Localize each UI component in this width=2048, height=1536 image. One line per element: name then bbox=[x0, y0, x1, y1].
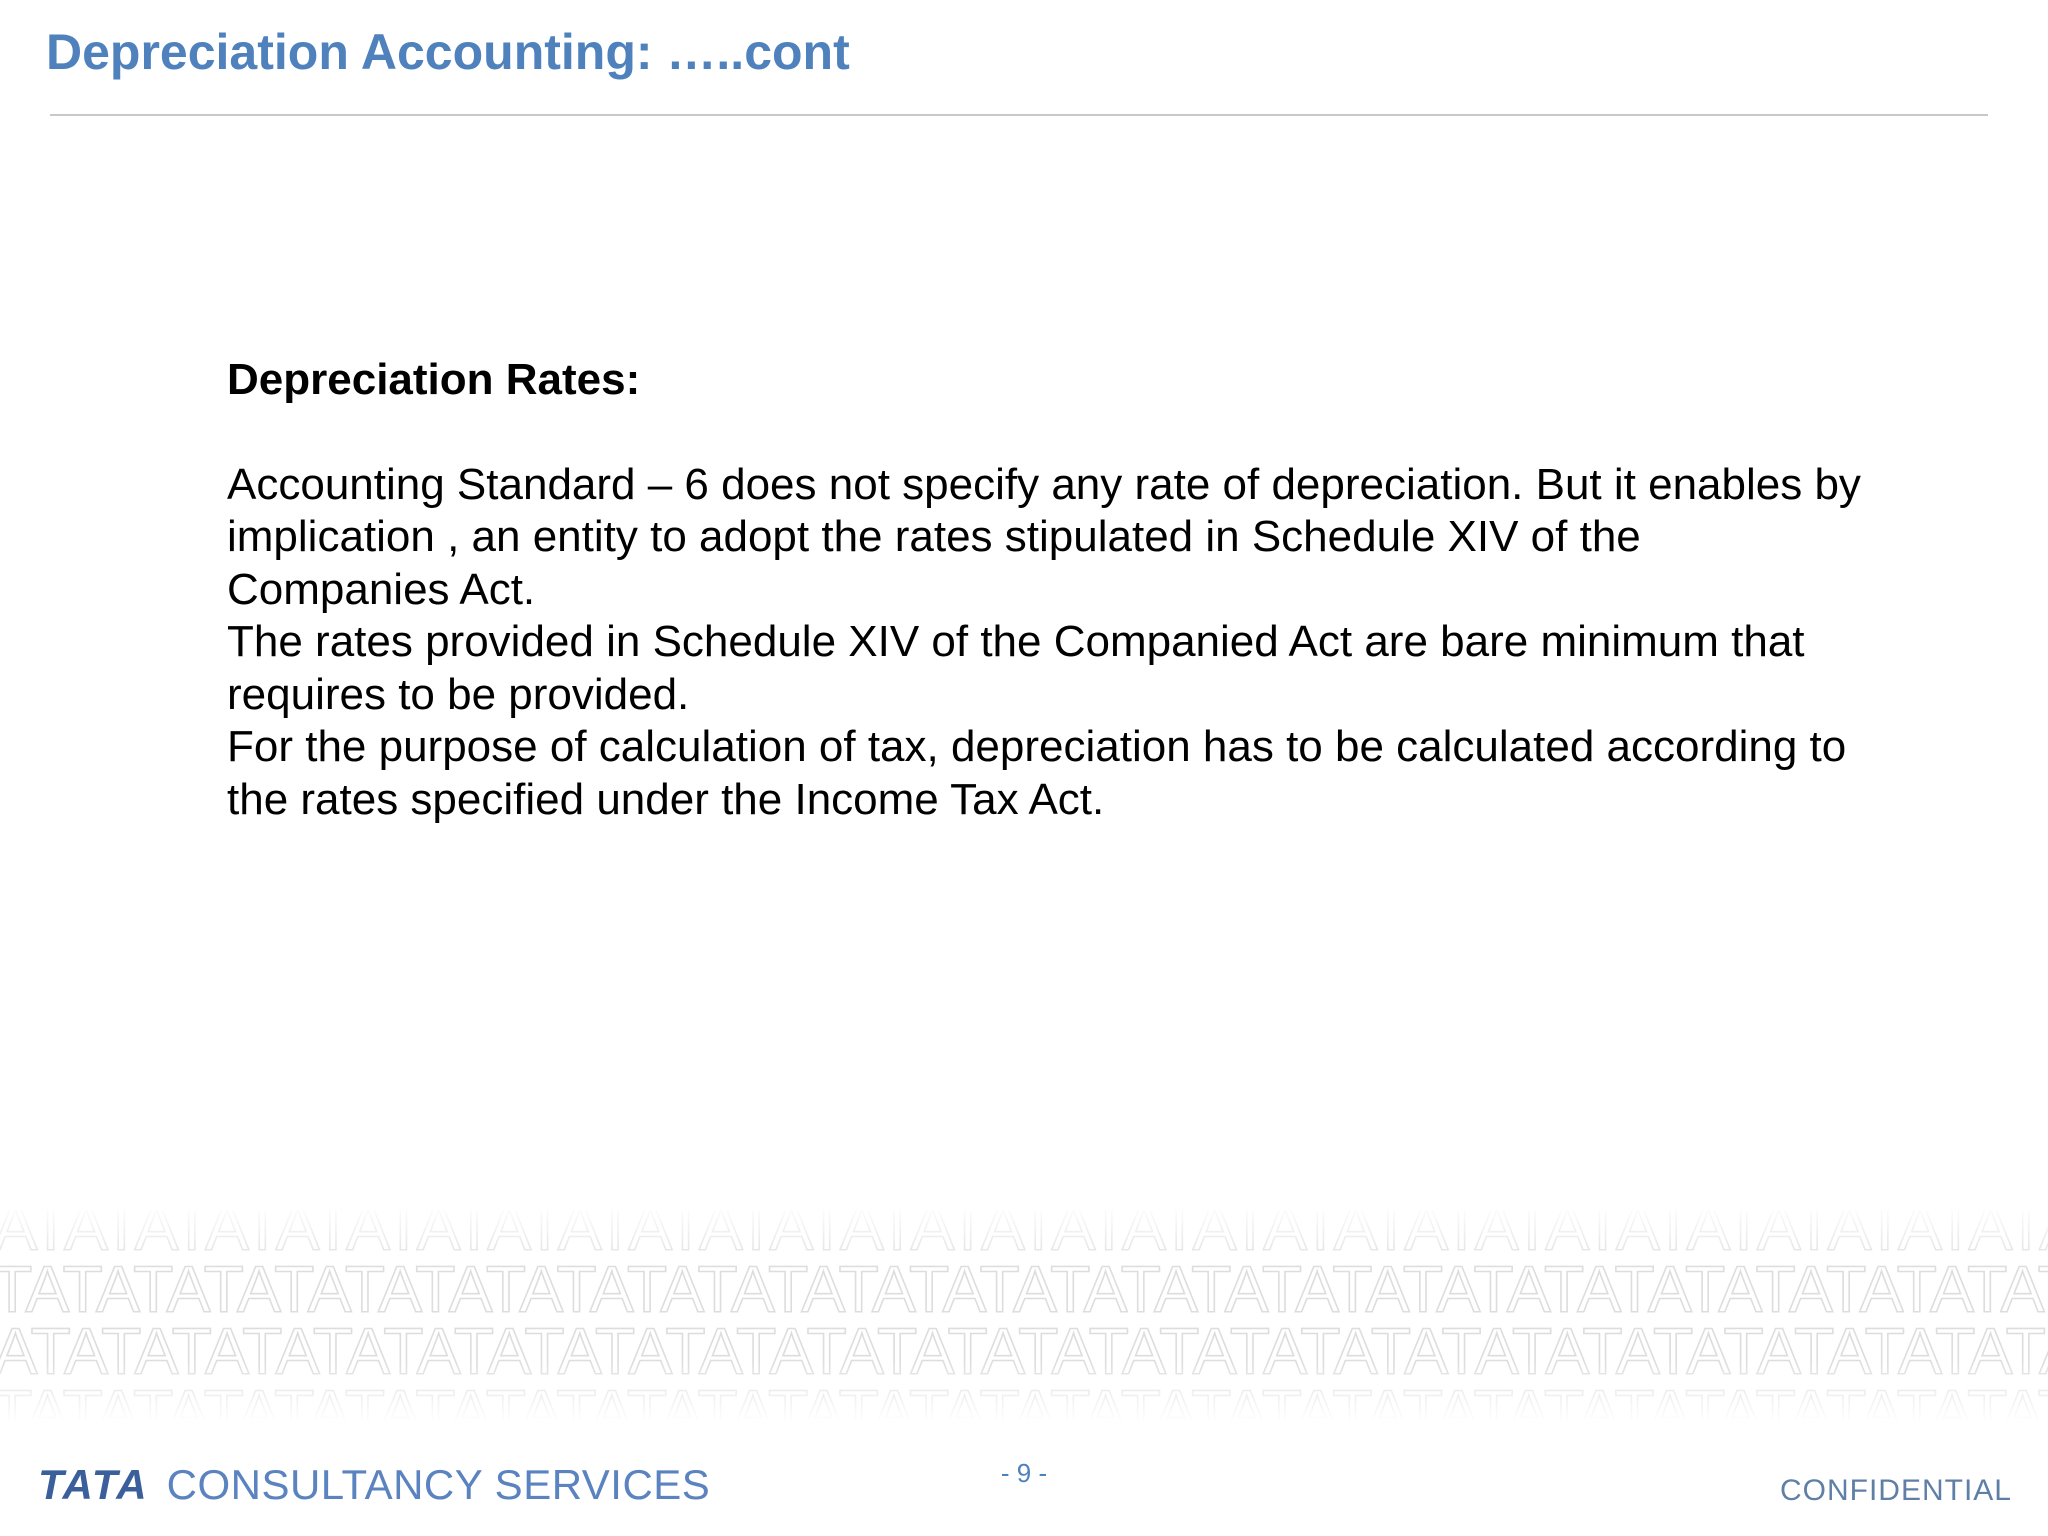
paragraph-tax-calculation: For the purpose of calculation of tax, depreciation has to be calculated according to the rates specified under the Income Tax Act. bbox=[227, 722, 1847, 824]
watermark-fade bbox=[0, 1210, 2048, 1420]
slide-title: Depreciation Accounting: …..cont bbox=[46, 24, 850, 80]
paragraph-accounting-standard: Accounting Standard – 6 does not specify any rate of depreciation. But it enables by implication , an entity to adopt the rates stipulated in Schedule XIV of the Companies Act. bbox=[227, 459, 1861, 614]
page-number: - 9 - bbox=[1000, 1458, 1048, 1488]
paragraph-schedule-rates: The rates provided in Schedule XIV of the Companied Act are bare minimum that requires to be provided. bbox=[227, 617, 1805, 719]
tata-watermark-band bbox=[0, 1210, 2048, 1420]
section-heading: Depreciation Rates: bbox=[227, 355, 641, 404]
tata-logo-mark: TATA bbox=[38, 1461, 149, 1508]
title-divider bbox=[50, 114, 1988, 116]
confidential-label: CONFIDENTIAL bbox=[1779, 1474, 2012, 1507]
tcs-logo-text: CONSULTANCY SERVICES bbox=[166, 1461, 711, 1508]
slide-content bbox=[227, 354, 1867, 826]
